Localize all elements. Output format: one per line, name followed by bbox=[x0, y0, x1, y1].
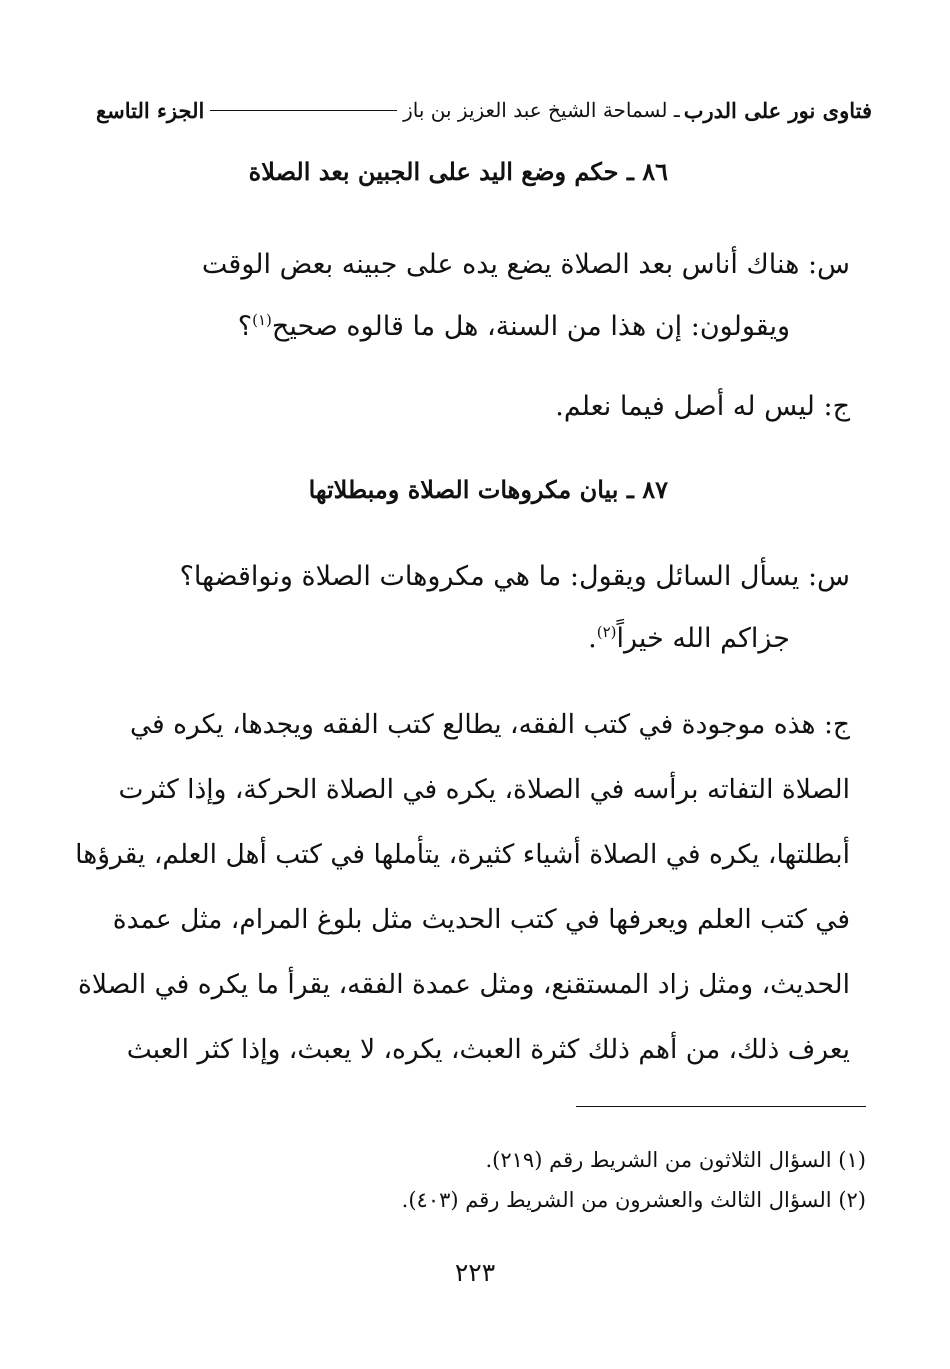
question-line bbox=[100, 234, 850, 296]
question-label: س: bbox=[807, 249, 850, 280]
answer-line: في كتب العلم ويعرفها في كتب الحديث مثل بلوغ المرام، مثل عمدة bbox=[112, 904, 850, 935]
question-line bbox=[100, 608, 850, 670]
fatwa-86-heading: ٨٦ ـ حكم وضع اليد على الجبين بعد الصلاة bbox=[248, 157, 668, 186]
question-line bbox=[100, 546, 850, 608]
question-text: يسأل السائل ويقول: ما هي مكروهات الصلاة ونواقضها؟ bbox=[179, 561, 800, 592]
footnote-2: (٢) السؤال الثالث والعشرون من الشريط رقم (٤٠٣). bbox=[401, 1188, 866, 1212]
question-label: س: bbox=[807, 561, 850, 592]
answer-label: ج: bbox=[823, 391, 850, 422]
footnotes bbox=[100, 1140, 866, 1220]
answer-line bbox=[100, 376, 850, 438]
page-number: ٢٢٣ bbox=[454, 1258, 496, 1287]
question-text: ويقولون: إن هذا من السنة، هل ما قالوه صحيح bbox=[271, 311, 790, 342]
footnote-ref[interactable]: (١) bbox=[252, 311, 272, 329]
footnote-ref[interactable]: (٢) bbox=[596, 623, 617, 641]
fatwa-86-answer bbox=[100, 376, 850, 438]
question-line bbox=[100, 296, 850, 358]
author-name: ـ لسماحة الشيخ عبد العزيز بن باز bbox=[403, 98, 680, 122]
running-header bbox=[96, 90, 872, 130]
answer-text: هذه موجودة في كتب الفقه، يطالع كتب الفقه ويجدها، يكره في bbox=[129, 709, 816, 740]
answer-line bbox=[100, 692, 850, 757]
footnote-1: (١) السؤال الثلاثون من الشريط رقم (٢١٩). bbox=[485, 1148, 866, 1172]
header-rule bbox=[210, 110, 397, 111]
question-end-mark: ؟ bbox=[237, 311, 253, 342]
question-text: جزاكم الله خيراً bbox=[616, 623, 790, 654]
answer-text: ليس له أصل فيما نعلم. bbox=[555, 391, 815, 422]
book-title: فتاوى نور على الدرب bbox=[683, 97, 872, 123]
answer-line: الحديث، ومثل زاد المستقنع، ومثل عمدة الفقه، يقرأ ما يكره في الصلاة bbox=[78, 969, 850, 1000]
fatwa-86-question bbox=[100, 234, 850, 358]
question-text: هناك أناس بعد الصلاة يضع يده على جبينه بعض الوقت bbox=[201, 249, 800, 280]
fatwa-87-answer bbox=[75, 692, 850, 1082]
fatwa-87-question bbox=[100, 546, 850, 670]
answer-line: أبطلتها، يكره في الصلاة أشياء كثيرة، يتأملها في كتب أهل العلم، يقرؤها bbox=[75, 839, 850, 870]
answer-line: يعرف ذلك، من أهم ذلك كثرة العبث، يكره، لا يعبث، وإذا كثر العبث bbox=[126, 1034, 850, 1065]
volume-label: الجزء التاسع bbox=[96, 97, 205, 123]
answer-label: ج: bbox=[823, 709, 850, 740]
footnote-separator bbox=[576, 1106, 866, 1107]
answer-line: الصلاة التفاته برأسه في الصلاة، يكره في الصلاة الحركة، وإذا كثرت bbox=[118, 774, 850, 805]
fatwa-87-heading: ٨٧ ـ بيان مكروهات الصلاة ومبطلاتها bbox=[308, 475, 668, 504]
question-end-mark: . bbox=[588, 623, 597, 654]
